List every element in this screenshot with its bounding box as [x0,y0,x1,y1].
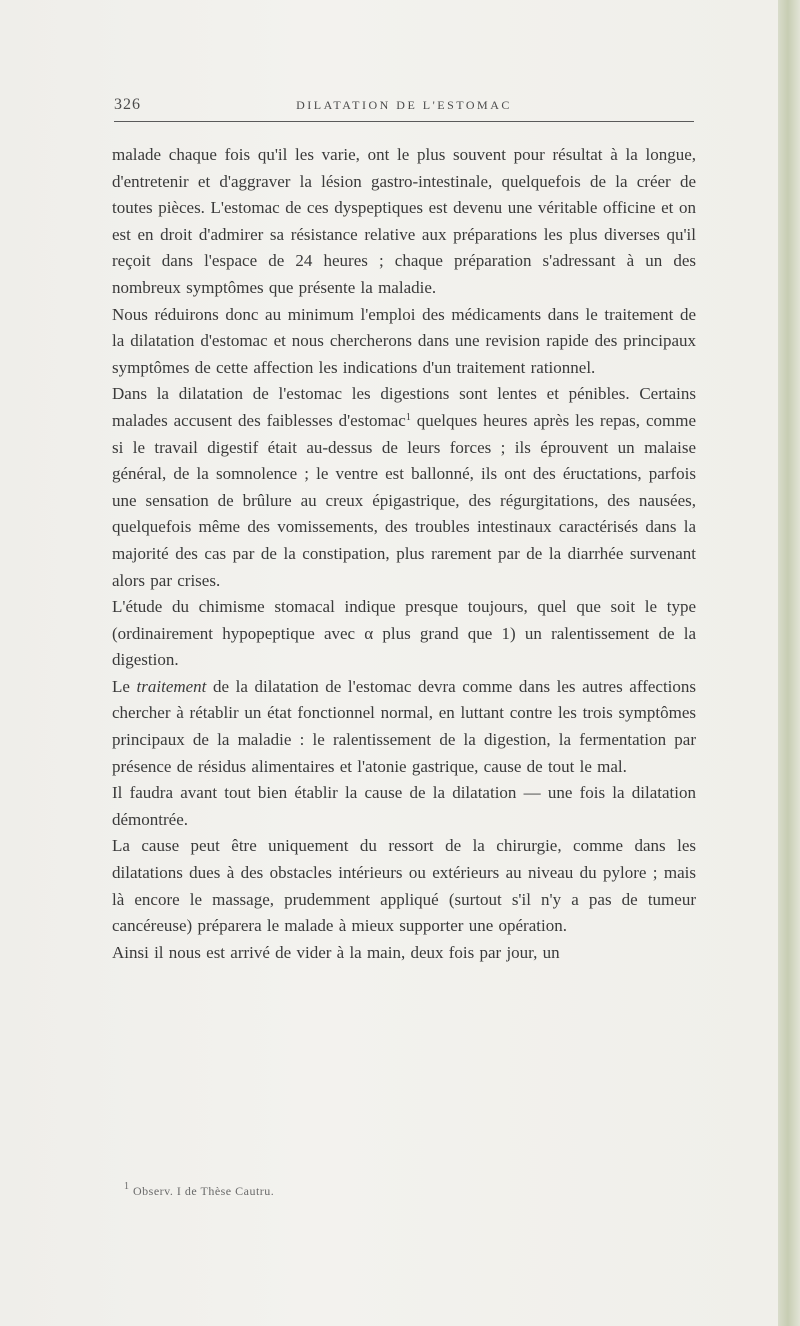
page-header [114,96,694,120]
running-title: DILATATION DE L'ESTOMAC [296,98,512,112]
footnote [124,1181,684,1199]
page-edge [778,0,800,1326]
paragraph: Il faudra avant tout bien établir la cause de la dilatation — une fois la dilatation démontrée. [112,783,696,829]
paragraph: malade chaque fois qu'il les varie, ont le plus souvent pour résultat à la longue, d'entretenir et d'aggraver la lésion gastro-intestinale, quelquefois de la créer de toutes pièces. L'estomac de ces dyspeptiques est devenu une véritable officine et on est en droit d'admirer sa résistance relative aux préparations les plus diverses qu'il reçoit dans l'espace de 24 heures ; chaque préparation s'adressant à un des nombreux symptômes que présente la maladie. [112,145,696,297]
page-number: 326 [114,96,141,113]
paragraph-text: quelques heures après les repas, comme si le travail digestif était au-dessus de leurs forces ; ils éprouvent un malaise général, de la somnolence ; le ventre est ballonné, ils ont des éructations, parfois une sensation de brûlure au creux épigastrique, des régurgitations, des nausées, quelquefois même des vomissements, des troubles intestinaux caractérisés dans la majorité des cas par de la constipation, plus rarement par de la diarrhée survenant alors par crises. [112,410,696,590]
paragraph: La cause peut être uniquement du ressort de la chirurgie, comme dans les dilatations dues à des obstacles intérieurs ou extérieurs au niveau du pylore ; mais là encore le massage, prudemment appliqué (surtout s'il n'y a pas de tumeur cancéreuse) préparera le malade à mieux supporter une opération. [112,836,696,936]
paragraph-text: Le [112,676,130,696]
footnote-marker: 1 [124,1181,130,1192]
paragraph: L'étude du chimisme stomacal indique presque toujours, quel que soit le type (ordinairement hypopeptique avec α plus grand que 1) un ralentissement de la digestion. [112,597,696,670]
paragraph: Nous réduirons donc au minimum l'emploi des médicaments dans le traitement de la dilatation d'estomac et nous chercherons dans une revision rapide des principaux symptômes de cette affection les indications d'un traitement rationnel. [112,304,696,377]
paragraph [112,381,696,594]
paragraph [112,674,696,780]
emphasis: traitement [136,676,207,696]
header-rule [114,121,694,122]
paragraph: Ainsi il nous est arrivé de vider à la main, deux fois par jour, un [112,942,560,962]
footnote-reference: 1 [405,411,411,423]
footnote-text: Observ. I de Thèse Cautru. [133,1184,275,1198]
body-text [112,142,696,966]
paragraph-text: de la dilatation de l'estomac devra comme dans les autres affections chercher à rétablir un état fonctionnel normal, en luttant contre les trois symptômes principaux de la maladie : le ralentissement de la digestion, la fermentation par présence de résidus alimentaires et l'atonie gastrique, cause de tout le mal. [112,676,697,776]
paragraph-text: Dans la dilatation de l'estomac les digestions sont lentes et pénibles. Certains malades accusent des faiblesses d'estomac [112,384,696,430]
